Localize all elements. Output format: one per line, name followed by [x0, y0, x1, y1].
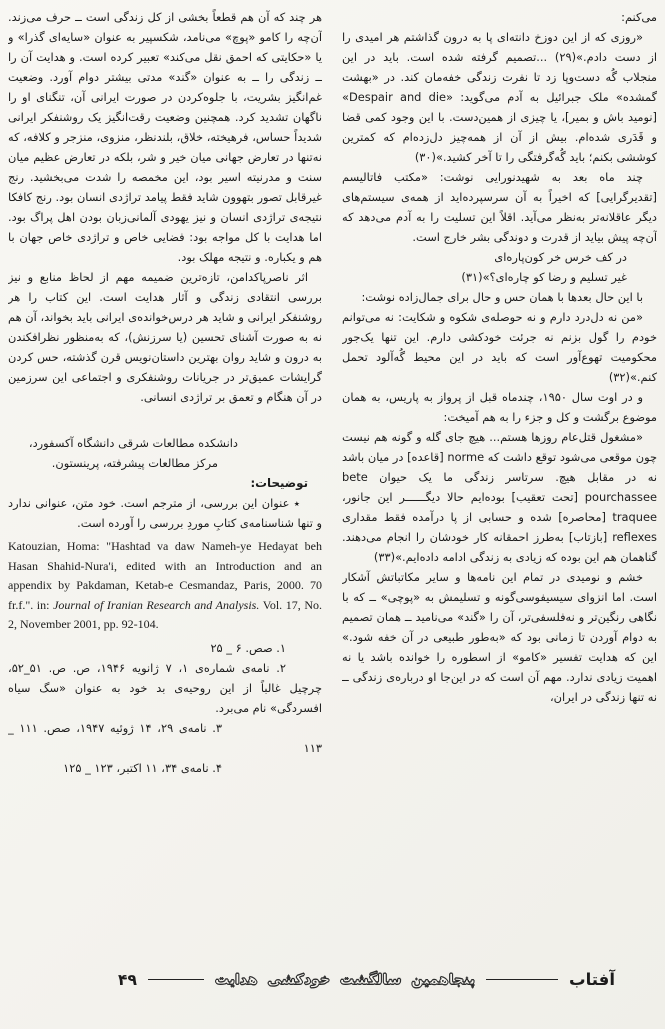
body-paragraph: چند ماه بعد به شهیدنورایی نوشت: «مکتب فاتالیسم [تقدیرگرایی] که اخیراً به آن سرسپرده‌اید از همه‌ی سیستم‌های دیگر عاقلانه‌تر به‌نظر می‌آید. اقلاً این تسلیت را به آدم می‌دهد که آن‌چه پیش بیاید از قدرت و دوندگی بشر خارج است. [342, 170, 657, 244]
quote-paragraph: «من نه دل‌درد دارم و نه حوصله‌ی شکوه و شکایت: نه می‌توانم خودم را گول بزنم نه جرئت خودکشی دارم. این تنها یک‌جور محکومیت تهوع‌آور است که باید در این محیط گُه‌آلود تحمل کنم.»(۳۲) [342, 310, 657, 384]
verse-line: در کف خرس خر کون‌پاره‌ای [494, 250, 627, 264]
notes-heading: توضیحات: [250, 476, 308, 490]
translator-note: ٭ عنوان این بررسی، از مترجم است. خود متن، عنوانی ندارد و تنها شناسنامه‌ی کتابِ موردِ بررسی را آورده است. [8, 496, 322, 530]
body-paragraph: و در اوت سال ۱۹۵۰، چندماه قبل از پرواز به پاریس، به همان موضوع برگشت و کل و جزء را به هم آمیخت: [342, 390, 657, 424]
verse-line: غیر تسلیم و رضا کو چاره‌ای؟»(۳۱) [461, 270, 627, 284]
bibliographic-citation [8, 537, 322, 635]
left-column [8, 7, 322, 959]
magazine-name: آفتاب [569, 970, 615, 989]
right-column [342, 7, 657, 959]
footer-section-title: پنجاهمین سالگشت خودکشی هدایت [214, 971, 476, 988]
citation-journal-title: Journal of Iranian Research and Analysis. [53, 597, 260, 612]
body-paragraph: خشم و نومیدی در تمام این نامه‌ها و سایر مکاتباتش آشکار است. اما انزوای سیسیفوسی‌گونه و تسلیمش به «پوچی» ــ که با نگاهی رنگین‌تر و نه‌فلسفی‌تر، آن را «گند» می‌نامید ــ همان تصمیم به دوام آوردن تا زمانی بود که «به‌طور طبیعی در آن خفه شود.» این که هدایت تفسیر «کامو» از اسطوره را خوانده باشد یا نه اهمیت زیادی ندارد. مهم آن است که در این‌جا او درباره‌ی زندگی ــ نه تنها زندگی در ایران، [342, 570, 657, 704]
body-paragraph: اثر ناصرپاکدامن، تازه‌ترین ضمیمه مهم از لحاظ منابع و نیز بررسی انتقادی زندگی و آثار هدایت است. این کتاب را هر روشنفکر ایرانی و شاید هر درس‌خوانده‌ی ایرانی باید بخواند، آن هم نه به صورت آشنای تحسین (یا سرزنش)، که به‌منظور نظرافکندن به درون و شاید روان بهترین داستان‌نویس قرن گذشته، حس کردن گرایشات عمیق‌تر در جریانات روشنفکری و اجتماعی این سرزمین در آن هنگام و تعمق بر تراژدی انسانی. [8, 270, 322, 404]
citation-text: Vol. 17, No. 2, November 2001, pp. 92-104. [8, 597, 322, 631]
body-paragraph: می‌کنم: [621, 10, 657, 24]
affiliation-line: دانشکده مطالعات شرقی دانشگاه آکسفورد، [28, 436, 238, 450]
footnote: ۴. نامه‌ی ۳۴، ۱۱ اکتبر، ۱۲۳ _ ۱۲۵ [63, 760, 222, 775]
quote-paragraph: «روزی که از این دوزخ دانته‌ای پا به درون گذاشتم هر امیدی را از دست دادم.»(۲۹) ...تصمیم گرفته شده است. باید در این منجلاب گُه دست‌وپا زد تا نفرت زندگی خفه‌مان کند. در «بهشت گمشده» ملک جبرائیل به آدم می‌گوید: «Despair and die» [نومید باش و بمیر]، یا چیزی از همین‌دست. با این وجود کمی قضا و قَدَری شده‌ام. بیش از آن از همه‌چیز دل‌زده‌ام که کمترین کوششی بکنم؛ باید گُه‌گرفتگی را تا آخر کشید.»(۳۰) [342, 30, 657, 164]
footnote: ۳. نامه‌ی ۲۹، ۱۴ ژوئیه ۱۹۴۷، صص. ۱۱۱ _ ۱۱۳ [8, 720, 322, 755]
affiliation-line: مرکز مطالعات پیشرفته، پرینستون. [51, 456, 218, 470]
body-paragraph: هر چند که آن هم قطعاً بخشی از کل زندگی است ــ حرف می‌زند. آن‌چه را کامو «پوچ» می‌نامد، شکسپیر به عنوان «سایه‌ای گذرا» و یا «حکایتی که احمق نقل می‌کند» تعبیر کرده است. و هدایت آن را ــ زندگی را ــ به عنوان «گند» مدتی بیشتر دوام آورد. وضعیت غم‌انگیز بشریت، با جلوه‌کردن در صورت ایرانی آن، تنگنای او را ناگهان تشدید کرد. همچنین وضعیت رقت‌انگیز یک روشنفکر ایرانی شدیداً حساس، فرهیخته، خلاق، بلندنظر، منزوی، منزجر و کلافه، که نه‌تنها در تعارض جهانی میان خیر و شر، بلکه در تعارض عظیم میان سنت و مدرنیته اسیر بود، این مخمصه را شدت می‌بخشید. رنج غیرقابل تصور بتهوون شاید فقط پیامد تراژدی انسان بود. رنج کافکا نتیجه‌ی تراژدی انسان و نیز یهودی آلمانی‌زبان بودن اهل پراگ بود. اما هدایت با کل مواجه بود: فضایی خاص و تراژدی خاص جهان با هم و یکباره. و نتیجه مهلک بود. [8, 10, 322, 264]
page-number: ۴۹ [117, 970, 137, 989]
footer-rule-right [486, 979, 558, 980]
footnote: ۱. صص. ۶ _ ۲۵ [210, 640, 286, 655]
footer-rule-left [148, 979, 204, 980]
quote-paragraph: «مشغول قتل‌عام روزها هستم... هیچ جای گله و گونه هم نیست چون موقعی می‌شود توقع داشت که norme [قاعده] در میان باشد نه در مقابل هیچ. سرتاسر زندگی ما یک حیوان bete pourchassee [تحت تعقیب] بوده‌ایم حالا دیگــــــر این جانور، traquee [محاصره] شده و حسابی از پا درآمده فقط مقداری reflexes [بازتاب] به‌طرز احمقانه کار خودشان را انجام می‌دهند. گناهمان هم این بوده که زیادی به زندگی ادامه داده‌ایم.»(۳۳) [342, 430, 657, 564]
citation-text: Katouzian, Homa: "Hashtad va daw Nameh-ye Hedayat beh Hasan Shahid-Nura'i, edited with an Introduction and an appendix by Pakdaman, Ketab-e Cesmandaz, Paris, 2000. 70 fr.f.". in: [8, 539, 322, 612]
body-paragraph: با این حال بعدها با همان حس و حال برای جمال‌زاده نوشت: [361, 290, 643, 304]
page-footer [110, 970, 615, 989]
footnote: ۲. نامه‌ی شماره‌ی ۱، ۷ ژانویه ۱۹۴۶، ص. ص. ۵۱_۵۲، چرچیل غالباً از این روحیه‌ی بد خود به عنوان «سگ سیاه افسردگی» نام می‌برد. [8, 660, 322, 715]
